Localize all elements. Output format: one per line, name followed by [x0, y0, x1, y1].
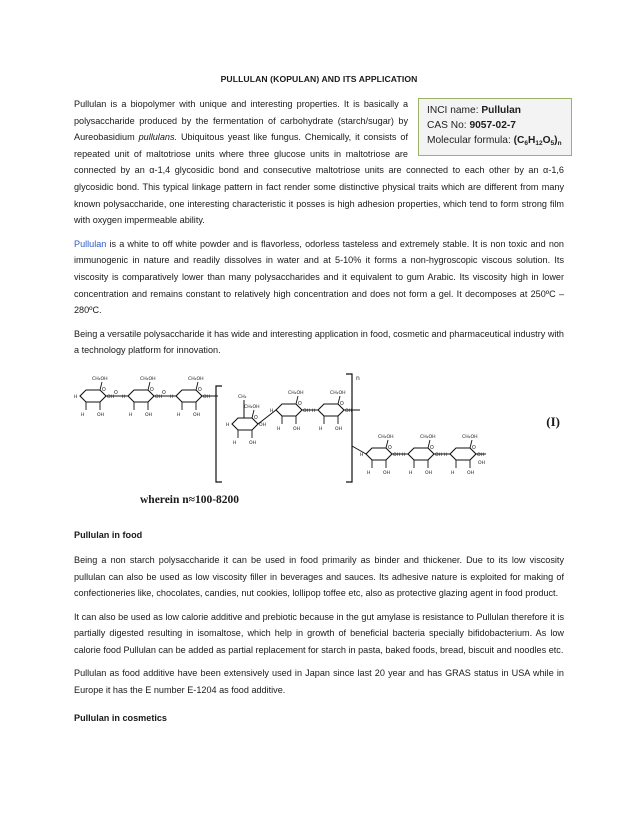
- ring-oxygen-label: O: [254, 415, 258, 421]
- hydroxyl-label: OH: [107, 394, 115, 400]
- pullulan-structure-diagram: [70, 366, 490, 491]
- hydrogen-label: H: [277, 426, 281, 432]
- ring-oxygen-label: O: [472, 445, 476, 451]
- hydroxyl-label: OH: [155, 394, 163, 400]
- intro-text-2: Ubiquitous yeast like fungus. Chemically, it consists of repeated unit of maltotriose units where three glucose units in maltotriose are connected by an α-1,4 glycosidic bond and consecutive maltotriose units are connected to each other by an α-1,6 glycosidic bond. This typical linkage pattern in fact render some distinctive physical traits which are different from many known polysaccharide, one interesting characteristic it posses is high adhesion properties, which tend to form strong film with oxygen impermeable ability.: [74, 132, 564, 226]
- bridge-oxygen-label: O: [162, 390, 166, 396]
- ring-oxygen-label: O: [298, 401, 302, 407]
- ring-oxygen-label: O: [102, 387, 106, 393]
- ch2oh-label: CH₂OH: [330, 390, 346, 396]
- ch2oh-label: CH₂OH: [462, 434, 478, 440]
- cas-value: 9057-02-7: [469, 120, 516, 132]
- hydrogen-label: H: [409, 470, 413, 476]
- formula-number: (I): [546, 413, 560, 429]
- hydrogen-label: H: [122, 394, 126, 400]
- ch2oh-label: CH₂OH: [244, 404, 260, 410]
- hydroxyl-label: OH: [203, 394, 211, 400]
- intro-text-1: Pullulan is a biopolymer with unique and interesting properties. It is basically a polysaccharide produced by the fermentation of carbohydrate (starch/sugar) by Aureobasidium: [74, 99, 408, 143]
- ch2oh-label: CH₂OH: [140, 376, 156, 382]
- hydrogen-label: H: [270, 408, 274, 414]
- cas-label: CAS No:: [427, 120, 470, 132]
- hydrogen-label: H: [81, 412, 85, 418]
- hydrogen-label: H: [129, 412, 133, 418]
- hydroxyl-label: OH: [383, 470, 391, 476]
- ch2-label: CH₂: [238, 394, 247, 400]
- hydroxyl-label: OH: [193, 412, 201, 418]
- intro-paragraph: [74, 96, 564, 229]
- inci-line: [427, 103, 563, 118]
- formula-value: $(C_6H_{12}O_5)_n$: [513, 135, 562, 148]
- inci-value: Pullulan: [481, 105, 521, 116]
- cas-line: [427, 118, 563, 133]
- terminal-hydroxyl-label: OH: [478, 460, 486, 466]
- food-paragraph-3: Pullulan as food additive have been extensively used in Japan since last 20 year and has GRAS status in USA while in Europe it has the E number E-1204 as food additive.: [74, 668, 564, 696]
- formula-label: Molecular formula:: [427, 135, 514, 147]
- hydroxyl-label: OH: [259, 422, 267, 428]
- hydrogen-label: H: [177, 412, 181, 418]
- species-name: pullulans.: [138, 132, 178, 143]
- ring-oxygen-label: O: [150, 387, 154, 393]
- hydrogen-label: H: [360, 452, 364, 458]
- pullulan-link[interactable]: Pullulan: [74, 238, 107, 249]
- ring-oxygen-label: O: [198, 387, 202, 393]
- hydroxyl-label: OH: [303, 408, 311, 414]
- hydrogen-label: H: [451, 470, 455, 476]
- description-paragraph: [74, 236, 564, 319]
- hydrogen-label: H: [226, 422, 230, 428]
- description-text: is a white to off white powder and is flavorless, odorless tasteless and extremely stable. It is non toxic and non immunogenic in nature and readily dissolves in water and at 5-10% it forms a non-hygroscopic viscous solution. Its viscosity is comparatively lower than many polysaccharides and it equivalent to gum Arabic. Its viscosity high in lower concentration and remains constant to relatively high concentration and does not form a gel. It decomposes at 250ºC – 280ºC.: [74, 238, 564, 316]
- ch2oh-label: CH₂OH: [378, 434, 394, 440]
- ch2oh-label: CH₂OH: [92, 376, 108, 382]
- repeat-bracket-left: [216, 386, 222, 482]
- hydroxyl-label: OH: [425, 470, 433, 476]
- ch2oh-label: CH₂OH: [188, 376, 204, 382]
- pullulan-structure-figure: [74, 366, 564, 516]
- hydroxyl-label: OH: [97, 412, 105, 418]
- ring-oxygen-label: O: [430, 445, 434, 451]
- hydrogen-label: H: [367, 470, 371, 476]
- hydroxyl-label: OH: [335, 426, 343, 432]
- hydrogen-label: H: [312, 408, 316, 414]
- ring-oxygen-label: O: [340, 401, 344, 407]
- hydrogen-label: H: [319, 426, 323, 432]
- section-heading-cosmetics: Pullulan in cosmetics: [74, 712, 167, 723]
- food-paragraph-2: It can also be used as low calorie additive and prebiotic because in the gut amylase is resistance to Pullulan therefore it is partially digested resulting in isomaltose, which help in growth of beneficial bacteria specially bifidobacterium. As low calorie food Pullulan can be added as partial replacement for starch in pasta, baked foods, bread, biscuit and noodles etc.: [74, 611, 564, 655]
- hydroxyl-label: OH: [435, 452, 443, 458]
- hydroxyl-label: OH: [345, 408, 353, 414]
- hydrogen-label: H: [233, 440, 237, 446]
- hydroxyl-label: OH: [477, 452, 485, 458]
- application-paragraph: Being a versatile polysaccharide it has wide and interesting application in food, cosmetic and pharmaceutical industry with a technology platform for innovation.: [74, 328, 564, 356]
- hydroxyl-label: OH: [145, 412, 153, 418]
- food-paragraph-1: Being a non starch polysaccharide it can be used in food primarily as binder and thickener. Due to its low viscosity pullulan can also be used as low viscosity filler in beverages and sauces. Its adhesive nature is exploited for making of confectioneries like, chocolates, candies, nut cookies, lollipop toffee etc, also as protective glazing agent in food product.: [74, 554, 564, 599]
- ch2oh-label: CH₂OH: [420, 434, 436, 440]
- info-box: [418, 98, 572, 156]
- document-body: [74, 74, 564, 735]
- repeat-bracket-right: [346, 374, 352, 482]
- hydroxyl-label: OH: [293, 426, 301, 432]
- repeat-n-label: n: [356, 374, 360, 382]
- section-heading-food: Pullulan in food: [74, 529, 143, 540]
- hydroxyl-label: OH: [249, 440, 257, 446]
- hydrogen-label: H: [170, 394, 174, 400]
- inci-label: INCI name:: [427, 105, 482, 116]
- hydroxyl-label: OH: [467, 470, 475, 476]
- ch2oh-label: CH₂OH: [288, 390, 304, 396]
- ring-oxygen-label: O: [388, 445, 392, 451]
- bridge-oxygen-label: O: [114, 390, 118, 396]
- hydrogen-label: H: [74, 394, 78, 400]
- hydrogen-label: H: [402, 452, 406, 458]
- glycosidic-bond: [352, 446, 366, 454]
- hydroxyl-label: OH: [393, 452, 401, 458]
- hydrogen-label: H: [444, 452, 448, 458]
- formula-line: [427, 133, 563, 148]
- repeat-count-note: wherein n≈100-8200: [140, 493, 240, 506]
- document-title: PULLULAN (KOPULAN) AND ITS APPLICATION: [220, 74, 418, 84]
- glycosidic-bond: [258, 410, 276, 424]
